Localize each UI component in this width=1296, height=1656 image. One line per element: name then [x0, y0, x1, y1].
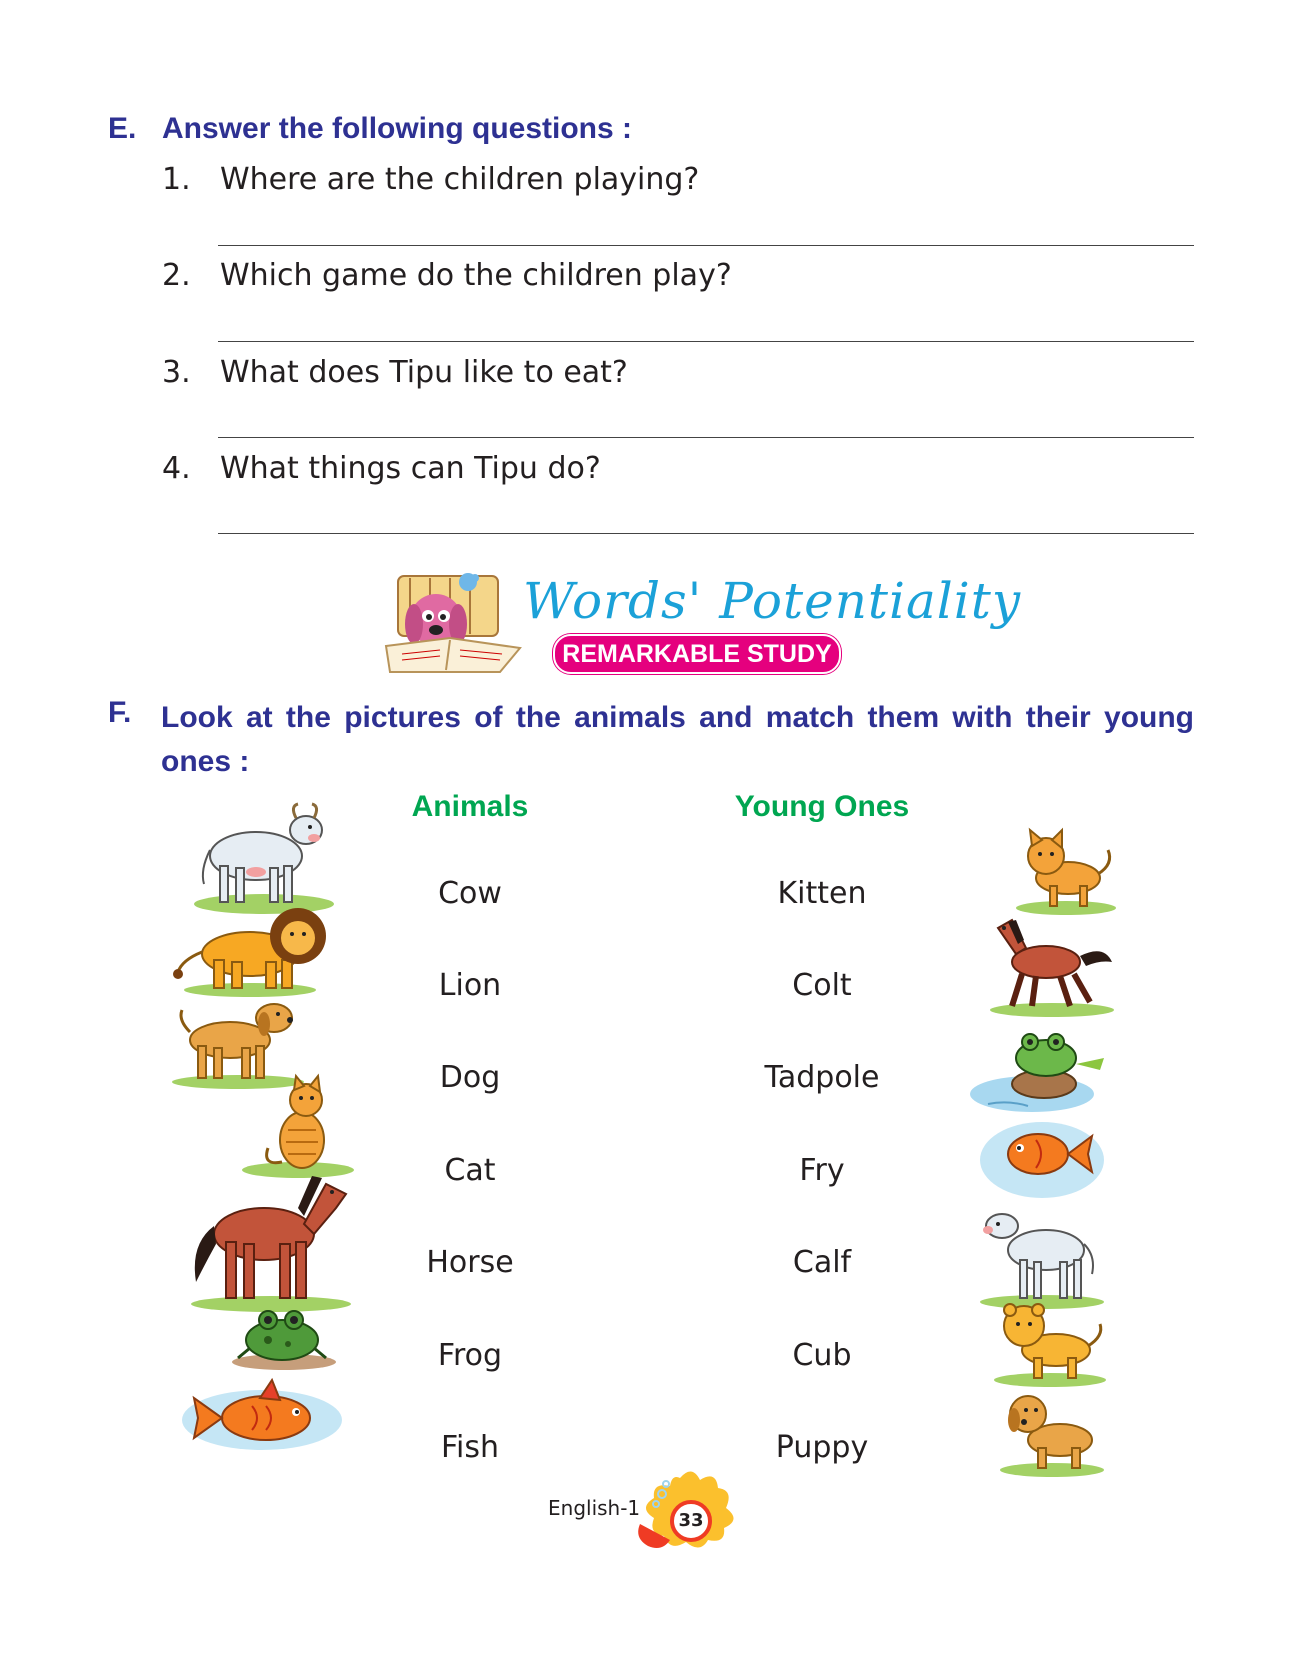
cub-picture [990, 1296, 1110, 1388]
puppy-picture [996, 1386, 1106, 1478]
animals-column-header: Animals [411, 790, 529, 823]
young-one-word[interactable]: Calf [792, 1245, 852, 1280]
answer-line[interactable] [218, 533, 1194, 534]
section-f-letter: F. [108, 696, 132, 729]
banner-title: Words' Potentiality [523, 572, 1022, 630]
reading-dog-illustration [380, 568, 530, 678]
young-one-word[interactable]: Colt [792, 968, 852, 1003]
answer-line[interactable] [218, 341, 1194, 342]
section-e-title: Answer the following questions : [162, 112, 633, 145]
frog-picture [228, 1300, 338, 1372]
animal-word[interactable]: Horse [426, 1245, 514, 1280]
young-one-word[interactable]: Tadpole [764, 1060, 880, 1095]
fry-picture [976, 1106, 1108, 1202]
animal-word[interactable]: Dog [439, 1060, 501, 1095]
question-number: 3. [162, 355, 191, 390]
lion-picture [170, 898, 330, 998]
horse-picture [186, 1164, 356, 1314]
section-e-letter: E. [108, 112, 137, 145]
young-one-word[interactable]: Puppy [775, 1430, 869, 1465]
colt-picture [986, 914, 1118, 1018]
question-text: Where are the children playing? [220, 162, 700, 197]
section-f-title: Look at the pictures of the animals and match them with their young ones : [161, 701, 1194, 778]
question-number: 1. [162, 162, 191, 197]
animal-word[interactable]: Cat [444, 1153, 496, 1188]
page-number: 33 [670, 1500, 712, 1542]
question-number: 2. [162, 258, 191, 293]
animal-word[interactable]: Cow [438, 876, 502, 911]
kitten-picture [1010, 824, 1116, 916]
animal-word[interactable]: Lion [438, 968, 502, 1003]
footer-book-title: English-1 [548, 1496, 641, 1520]
banner-subtitle-badge: REMARKABLE STUDY [553, 634, 841, 674]
young-one-word[interactable]: Kitten [777, 876, 867, 911]
calf-picture [976, 1200, 1108, 1310]
question-text: What things can Tipu do? [220, 451, 601, 486]
fish-picture [176, 1370, 346, 1462]
question-text: What does Tipu like to eat? [220, 355, 628, 390]
answer-line[interactable] [218, 245, 1194, 246]
animal-word[interactable]: Fish [440, 1430, 500, 1465]
young-one-word[interactable]: Fry [799, 1153, 845, 1188]
answer-line[interactable] [218, 437, 1194, 438]
young-one-word[interactable]: Cub [792, 1338, 852, 1373]
question-number: 4. [162, 451, 191, 486]
young-ones-column-header: Young Ones [734, 790, 910, 823]
question-text: Which game do the children play? [220, 258, 732, 293]
animal-word[interactable]: Frog [437, 1338, 503, 1373]
